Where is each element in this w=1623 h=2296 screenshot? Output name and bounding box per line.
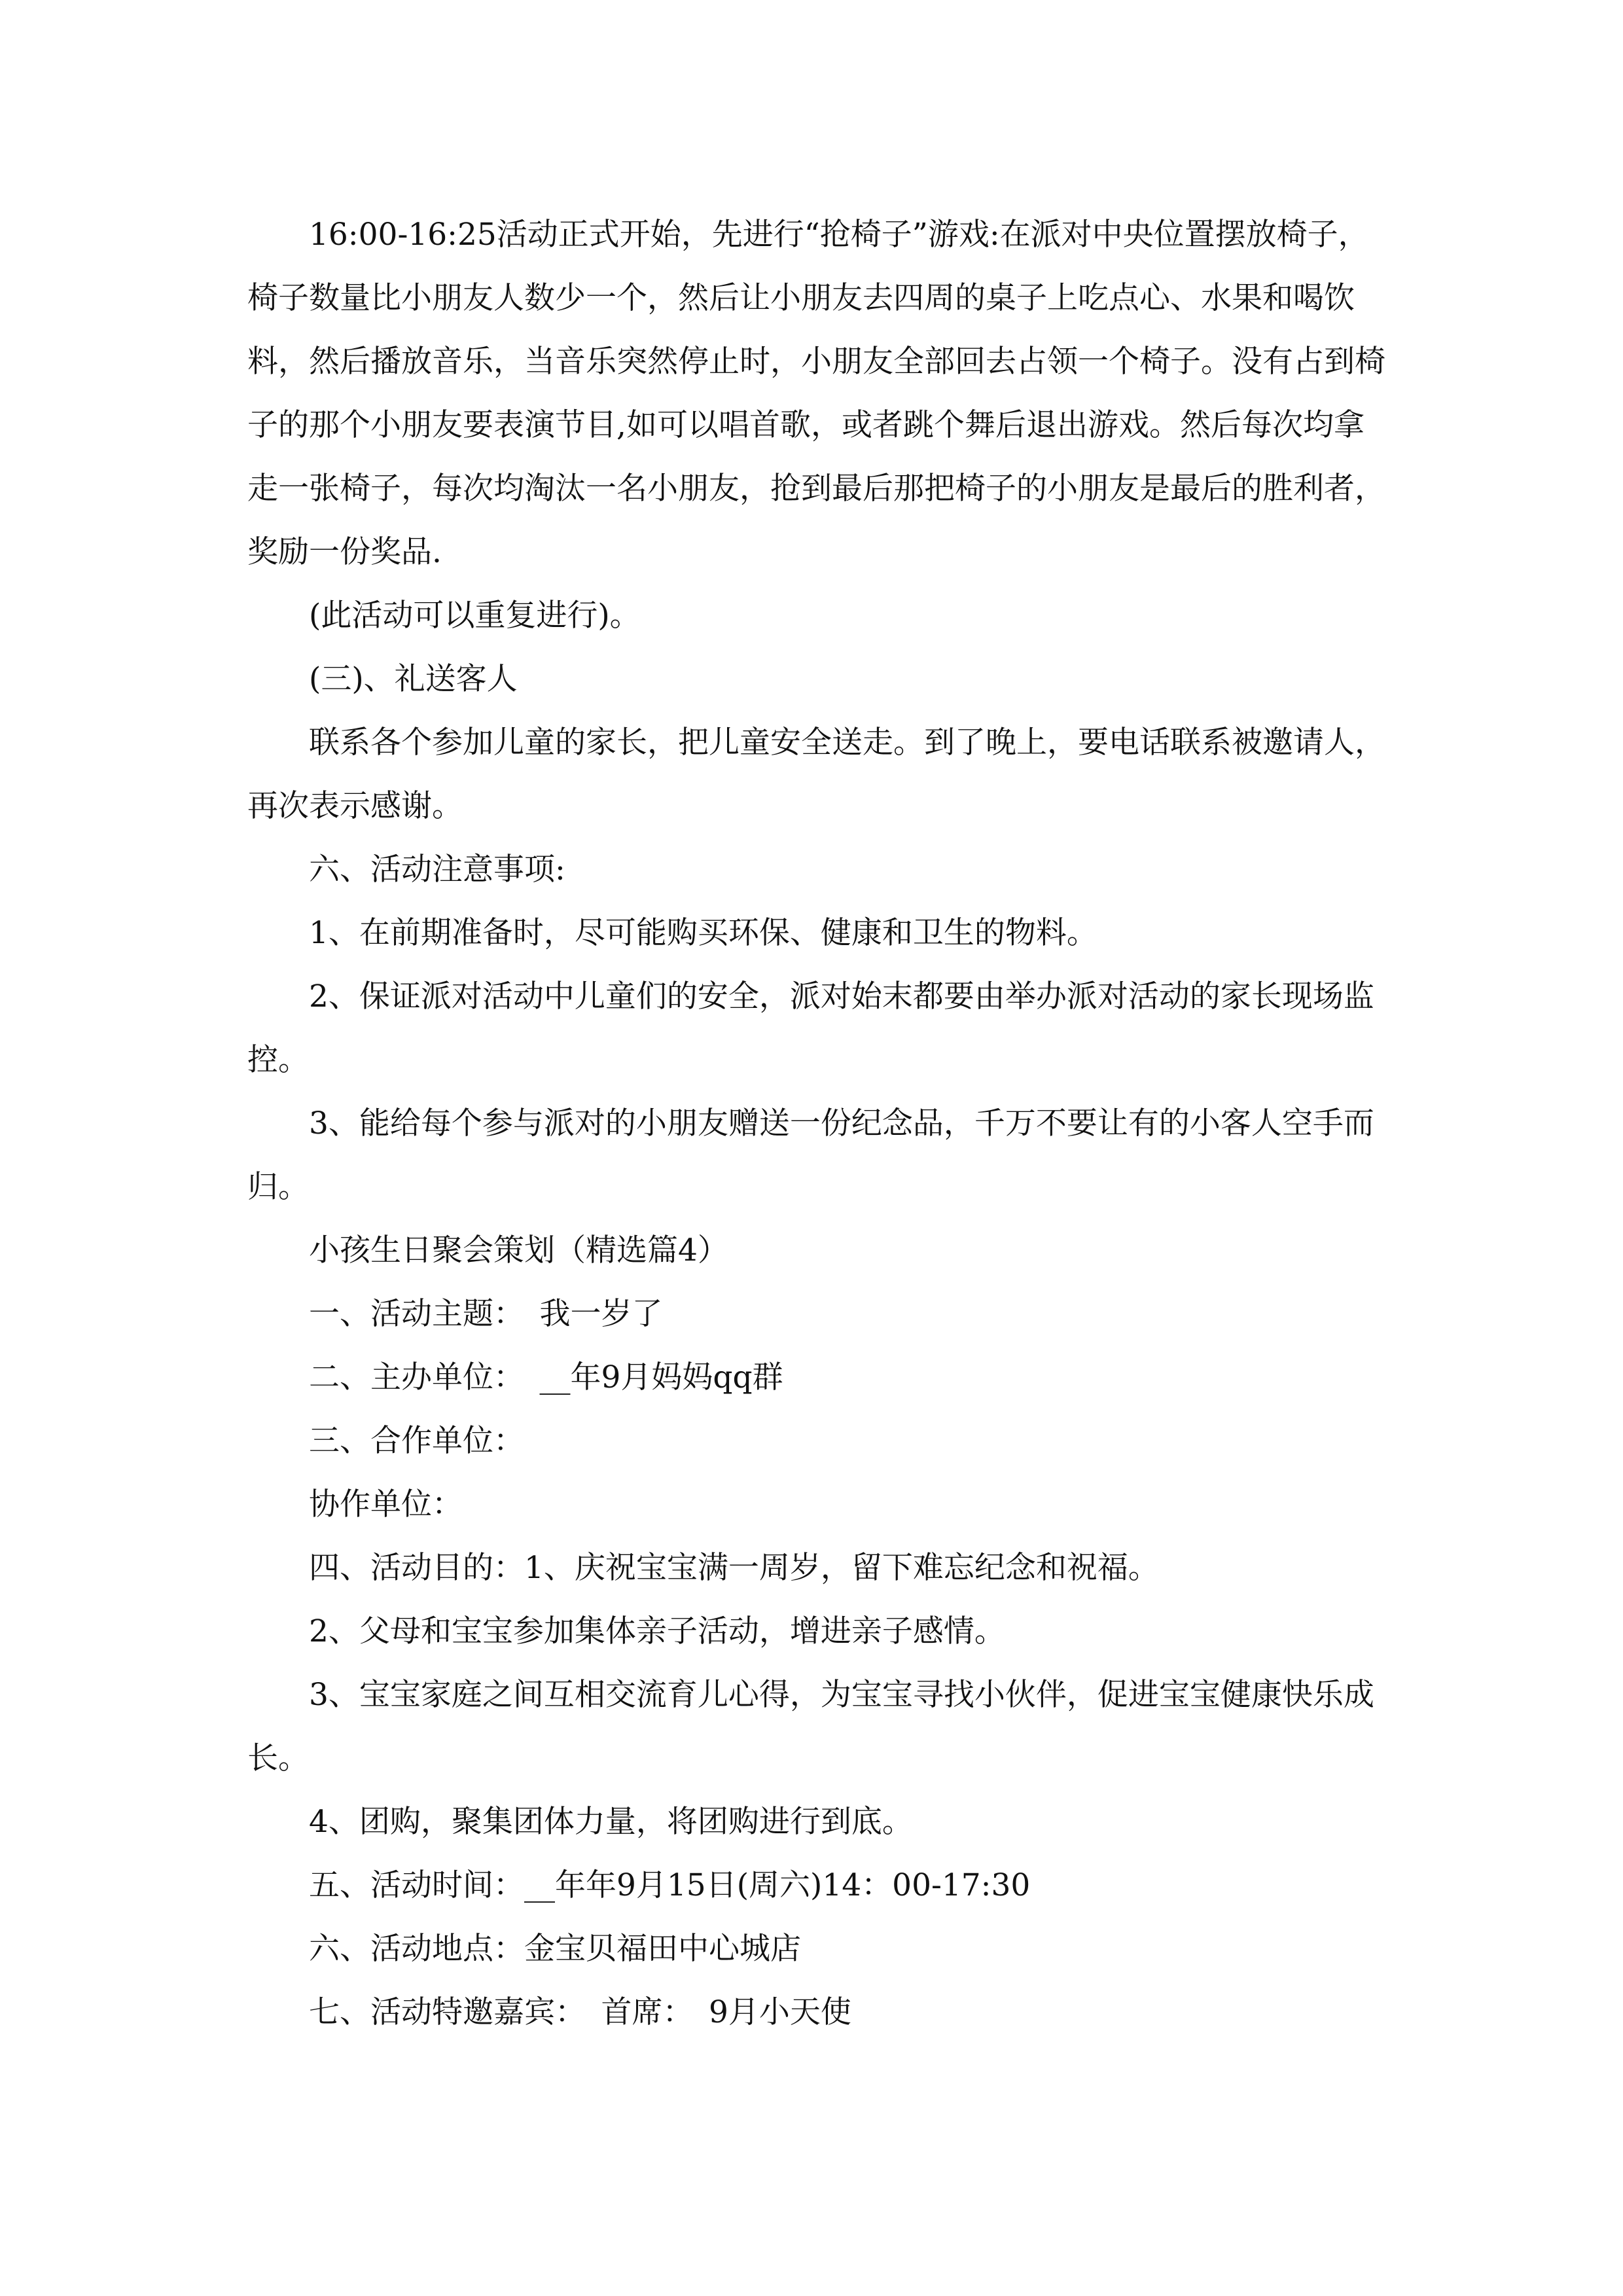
paragraph-event-location: 六、活动地点：金宝贝福田中心城店 <box>309 1931 801 1967</box>
paragraph-purpose-3: 3、宝宝家庭之间互相交流育儿心得，为宝宝寻找小伙伴，促进宝宝健康快乐成长。 <box>247 1677 1374 1776</box>
paragraph-partner: 三、合作单位： <box>309 1423 524 1459</box>
paragraph-purpose-4: 4、团购，聚集团体力量，将团购进行到底。 <box>309 1804 913 1840</box>
paragraph-contact-parents: 联系各个参加儿童的家长，把儿童安全送走。到了晚上，要电话联系被邀请人，再次表示感谢。 <box>247 725 1385 824</box>
paragraph-event-time: 五、活动时间：__年年9月15日(周六)14：00-17:30 <box>309 1867 1031 1903</box>
paragraph-note-1: 1、在前期准备时，尽可能购买环保、健康和卫生的物料。 <box>309 915 1097 951</box>
paragraph-purpose-1: 四、活动目的：1、庆祝宝宝满一周岁，留下难忘纪念和祝福。 <box>309 1550 1159 1586</box>
paragraph-repeatable-note: (此活动可以重复进行)。 <box>309 598 641 634</box>
paragraph-co-organizer: 协作单位： <box>309 1486 463 1522</box>
paragraph-theme: 一、活动主题： 我一岁了 <box>309 1296 663 1332</box>
paragraph-note-3: 3、能给每个参与派对的小朋友赠送一份纪念品，千万不要让有的小客人空手而归。 <box>247 1105 1374 1205</box>
paragraph-special-guests: 七、活动特邀嘉宾： 首席： 9月小天使 <box>309 1994 851 2030</box>
paragraph-note-2: 2、保证派对活动中儿童们的安全，派对始末都要由举办派对活动的家长现场监控。 <box>247 978 1374 1078</box>
paragraph-plan-title: 小孩生日聚会策划（精选篇4） <box>309 1232 728 1268</box>
paragraph-section-see-off-guests: (三)、礼送客人 <box>309 661 518 697</box>
document-body <box>247 203 1386 2044</box>
paragraph-game-description: 16:00-16:25活动正式开始，先进行“抢椅子”游戏:在派对中央位置摆放椅子，椅子数量比小朋友人数少一个，然后让小朋友去四周的桌子上吃点心、水果和喝饮料，然后播放音乐，当音乐突然停止时，小朋友全部回去占领一个椅子。没有占到椅子的那个小朋友要表演节目,如可以唱首歌，或者跳个舞后退出游戏。然后每次均拿走一张椅子，每次均淘汰一名小朋友，抢到最后那把椅子的小朋友是最后的胜利者，奖励一份奖品. <box>247 217 1385 570</box>
paragraph-organizer: 二、主办单位： __年9月妈妈qq群 <box>309 1359 783 1395</box>
paragraph-purpose-2: 2、父母和宝宝参加集体亲子活动，增进亲子感情。 <box>309 1613 1005 1649</box>
paragraph-section-notes: 六、活动注意事项: <box>309 852 565 888</box>
